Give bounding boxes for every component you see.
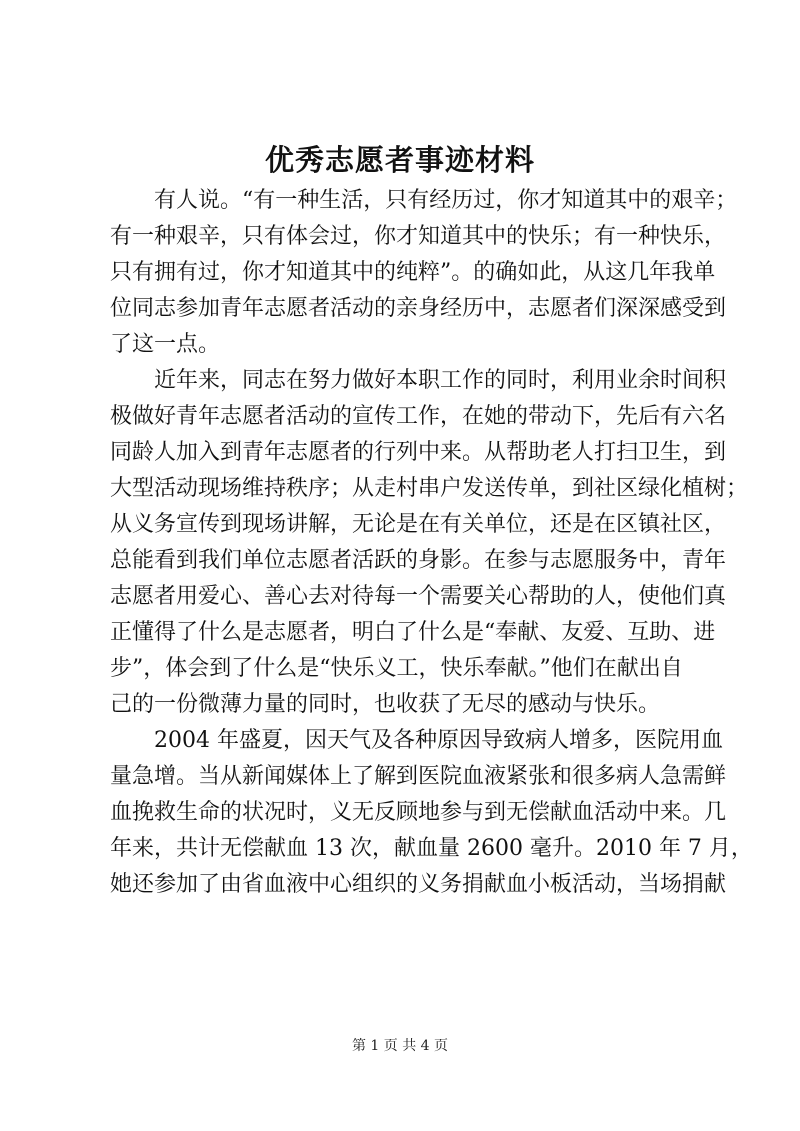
paragraph-line: 2004 年盛夏，因天气及各种原因导致病人增多，医院用血: [110, 728, 723, 753]
paragraph-line: 有人说。“有一种生活，只有经历过，你才知道其中的艰辛；: [110, 188, 738, 213]
paragraph-line: 有一种艰辛，只有体会过，你才知道其中的快乐；有一种快乐，: [110, 224, 727, 249]
paragraph-line: 她还参加了由省血液中心组织的义务捐献血小板活动，当场捐献: [110, 872, 727, 897]
paragraph-line: 极做好青年志愿者活动的宣传工作，在她的带动下，先后有六名: [110, 404, 727, 429]
paragraph-line: 正懂得了什么是志愿者，明白了什么是“奉献、友爱、互助、进: [110, 620, 716, 645]
page-number-footer: 第 1 页 共 4 页: [351, 1038, 449, 1054]
paragraph-line: 同龄人加入到青年志愿者的行列中来。从帮助老人打扫卫生，到: [110, 440, 727, 465]
paragraph-2: [110, 363, 749, 723]
paragraph-line: 志愿者用爱心、善心去对待每一个需要关心帮助的人，使他们真: [110, 584, 727, 609]
paragraph-line: 血挽救生命的状况时，义无反顾地参与到无偿献血活动中来。几: [110, 800, 727, 825]
paragraph-line: 只有拥有过，你才知道其中的纯粹”。的确如此，从这几年我单: [110, 260, 716, 285]
paragraph-line: 步”，体会到了什么是“快乐义工，快乐奉献。”他们在献出自: [110, 656, 683, 681]
paragraph-3: [110, 723, 753, 903]
paragraph-line: 量急增。当从新闻媒体上了解到医院血液紧张和很多病人急需鲜: [110, 764, 727, 789]
paragraph-line: 大型活动现场维持秩序；从走村串户发送传单，到社区绿化植树；: [110, 476, 749, 501]
document-body: [110, 183, 753, 903]
paragraph-line: 己的一份微薄力量的同时，也收获了无尽的感动与快乐。: [110, 692, 661, 717]
paragraph-1: [110, 183, 738, 363]
paragraph-line: 年来，共计无偿献血 13 次，献血量 2600 毫升。2010 年 7 月，: [110, 836, 753, 861]
paragraph-line: 位同志参加青年志愿者活动的亲身经历中，志愿者们深深感受到: [110, 296, 727, 321]
paragraph-line: 总能看到我们单位志愿者活跃的身影。在参与志愿服务中，青年: [110, 548, 727, 573]
paragraph-line: 从义务宣传到现场讲解，无论是在有关单位，还是在区镇社区，: [110, 512, 727, 537]
paragraph-line: 近年来，同志在努力做好本职工作的同时，利用业余时间积: [110, 368, 727, 393]
paragraph-line: 了这一点。: [110, 332, 221, 357]
document-title: 优秀志愿者事迹材料: [264, 143, 535, 177]
